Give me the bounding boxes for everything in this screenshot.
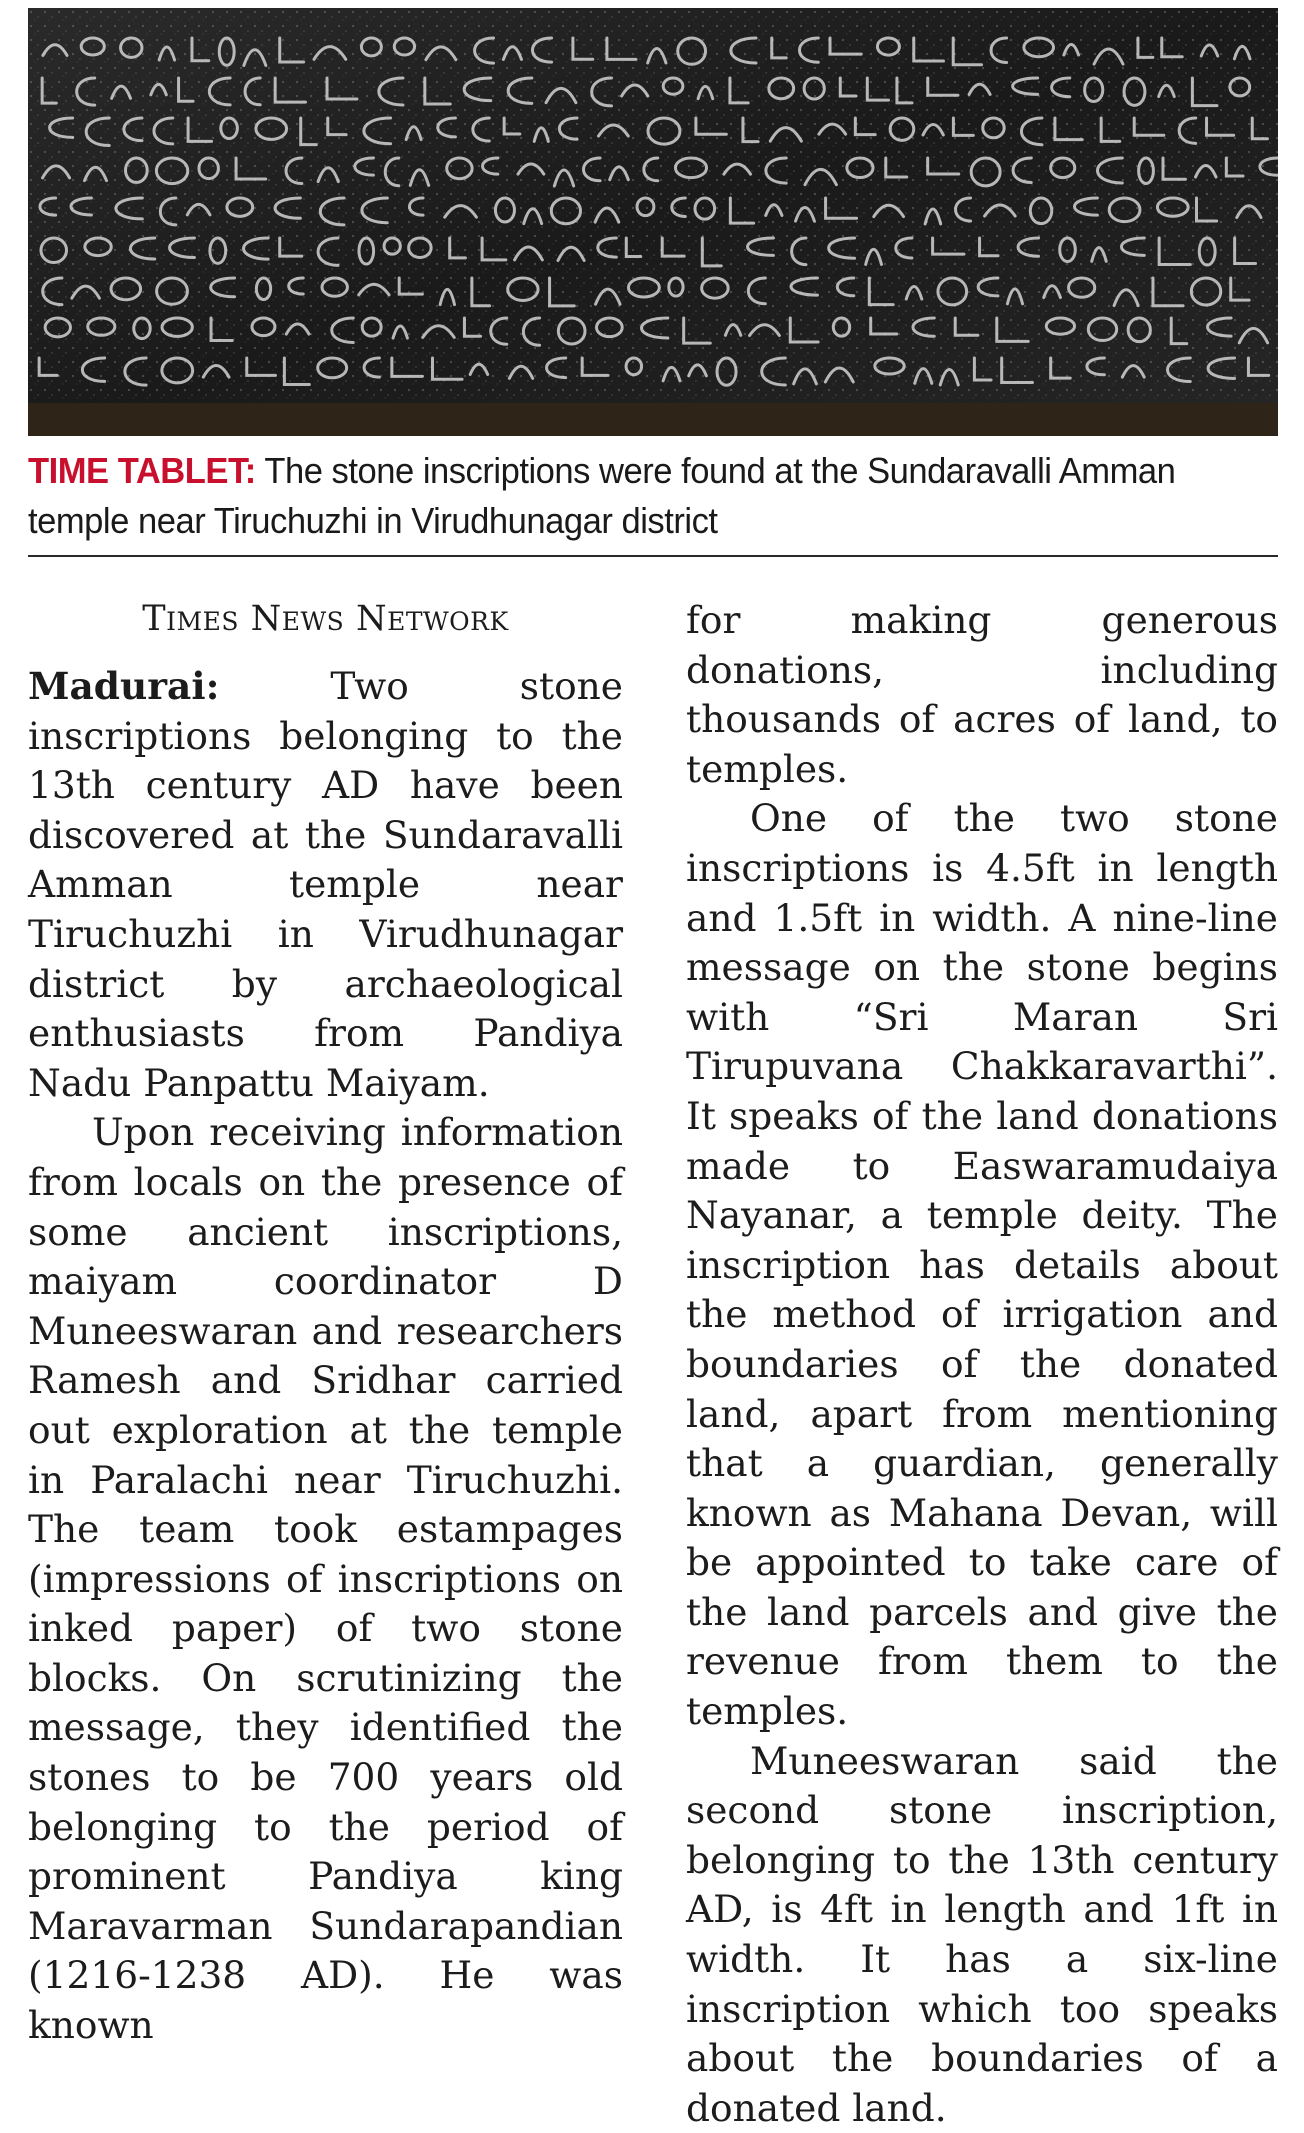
paragraph-1-text: Two stone inscriptions belonging to the 13th century AD have been discovered at the Sundaravalli Amman temple near Tiruchuzhi in Virudhunagar district by archaeological enthusiasts from Pandiya Nadu Panpattu Maiyam. [28, 664, 623, 1105]
photo-caption [28, 446, 1228, 546]
stone-inscription-photo [28, 8, 1278, 436]
article-column-right [686, 596, 1278, 2133]
article-column-left [28, 596, 623, 2051]
dateline: Madurai: [28, 664, 220, 708]
byline: Times News Network [142, 599, 509, 639]
paragraph-3: One of the two stone inscriptions is 4.5ft in length and 1.5ft in width. A nine-line message on the stone begins with “Sri Maran Sri Tirupuvana Chakkaravarthi”. It speaks of the land donations made to Easwaramudaiya Nayanar, a temple deity. The inscription has details about the method of irrigation and boundaries of the donated land, apart from mentioning that a guardian, generally known as Mahana Devan, will be appointed to take care of the land parcels and give the revenue from them to the temples. [686, 796, 1278, 1734]
caption-text: The stone inscriptions were found at the Sundaravalli Amman temple near Tiruchuzhi in Virudhunagar district [28, 450, 1176, 541]
caption-divider [28, 555, 1278, 557]
caption-tag: TIME TABLET: [28, 450, 256, 491]
stone-inscription-image [28, 8, 1278, 436]
paragraph-1 [28, 662, 623, 1108]
paragraph-4: Muneeswaran said the second stone inscription, belonging to the 13th century AD, is 4ft in length and 1ft in width. It has a six-line inscription which too speaks about the boundaries of a donated land. [686, 1738, 1278, 2130]
paragraph-2: Upon receiving information from locals on the presence of some ancient inscriptions, maiyam coordinator D Muneeswaran and researchers Ramesh and Sridhar carried out exploration at the temple in Paralachi near Tiruchuzhi. The team took estampages (impressions of inscriptions on inked paper) of two stone blocks. On scrutinizing the message, they identified the stones to be 700 years old belonging to the period of prominent Pandiya king Maravarman Sundarapandian (1216-1238 AD). He was known [28, 1110, 623, 2048]
paragraph-2-continued: for making generous donations, including thousands of acres of land, to temples. [686, 598, 1278, 791]
